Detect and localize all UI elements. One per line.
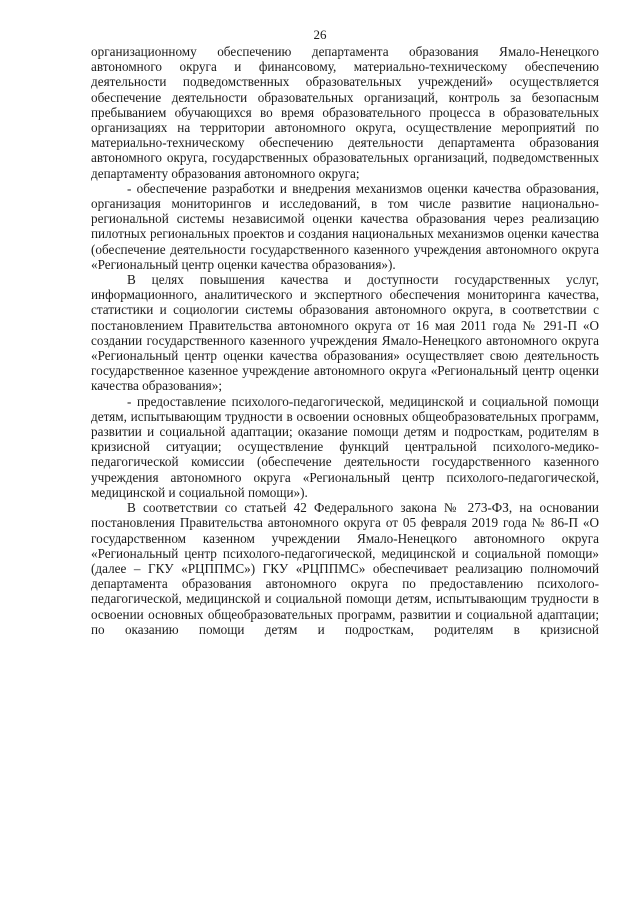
paragraph-3: В целях повышения качества и доступности государственных услуг, информационного, аналитического и экспертного обеспечения мониторинга качества, статистики и социологии системы образования автономного округа, в соответствии с постановлением Правительства автономного округа от 16 мая 2011 года № 291-П «О создании государственного казенного учреждения Ямало-Ненецкого автономного округа «Региональный центр оценки качества образования» осуществляет свою деятельность государственное казенное учреждение автономного округа «Региональный центр оценки качества образования»;: [91, 272, 599, 394]
body-text: [91, 44, 599, 637]
paragraph-5: В соответствии со статьей 42 Федерального закона № 273-ФЗ, на основании постановления Правительства автономного округа от 05 февраля 2019 года № 86-П «О государственном казенном учреждении Ямало-Ненецкого автономного округа «Региональный центр психолого-педагогической, медицинской и социальной помощи» (далее – ГКУ «РЦППМС») ГКУ «РЦППМС» обеспечивает реализацию полномочий департамента образования автономного округа по предоставлению психолого-педагогической, медицинской и социальной помощи детям, испытывающим трудности в освоении основных общеобразовательных программ, развитии и социальной адаптации; по оказанию помощи детям и подросткам, родителям в кризисной: [91, 500, 599, 637]
paragraph-4: - предоставление психолого-педагогической, медицинской и социальной помощи детям, испытывающим трудности в освоении основных общеобразовательных программ, развитии и социальной адаптации; оказание помощи детям и подросткам, родителям в кризисной ситуации; осуществление функций центральной психолого-медико-педагогической комиссии (обеспечение деятельности государственного казенного учреждения автономного округа «Региональный центр психолого-педагогической, медицинской и социальной помощи»).: [91, 393, 599, 500]
paragraph-2: - обеспечение разработки и внедрения механизмов оценки качества образования, организация мониторингов и исследований, в том числе развитие национально-региональной системы независимой оценки качества образования через реализацию пилотных региональных проектов и создания национальных механизмов оценки качества (обеспечение деятельности государственного казенного учреждения автономного округа «Региональный центр оценки качества образования»).: [91, 180, 599, 272]
paragraph-1: организационному обеспечению департамента образования Ямало-Ненецкого автономного округа и финансовому, материально-техническому обеспечению деятельности подведомственных образовательных учреждений» осуществляется обеспечение деятельности образовательных организаций, контроль за безопасным пребыванием обучающихся во время образовательного процесса в образовательных организациях на территории автономного округа, осуществление мероприятий по материально-техническому обеспечению деятельности департамента образования автономного округа, государственных образовательных организаций, подведомственных департаменту образования автономного округа;: [91, 44, 599, 181]
page-number: 26: [313, 27, 327, 42]
